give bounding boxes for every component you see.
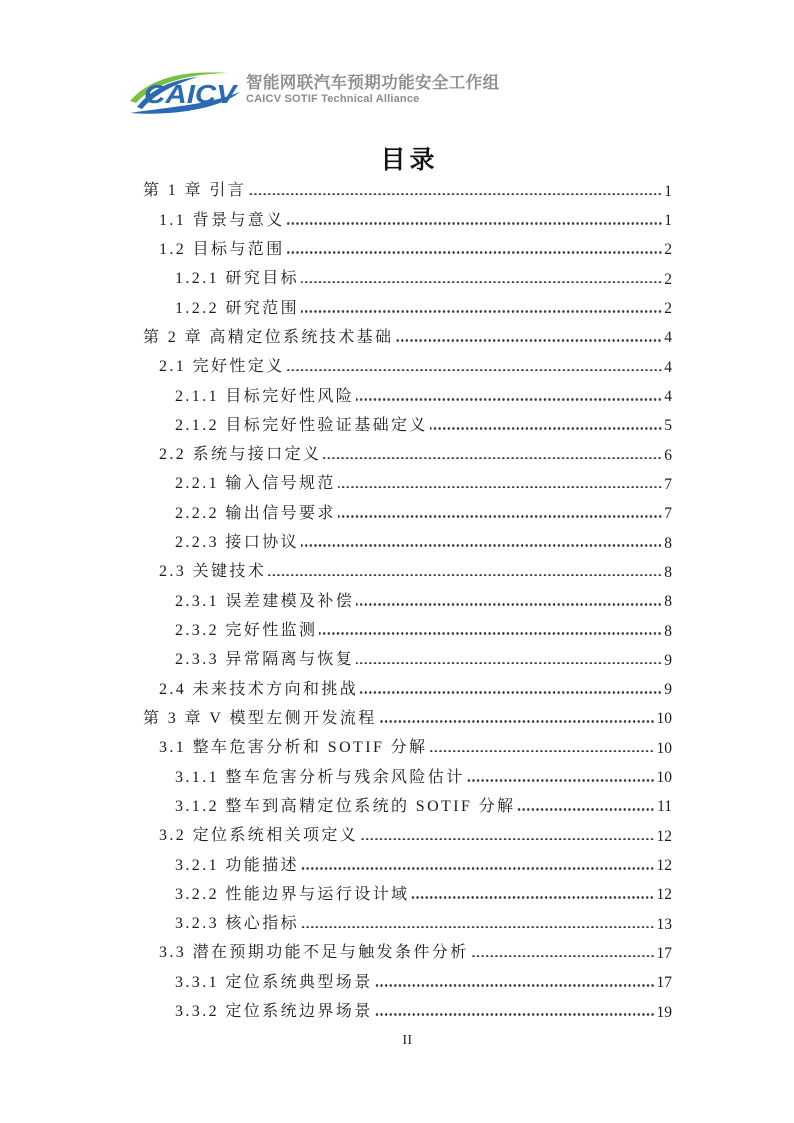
toc-leader-dots <box>301 310 662 313</box>
toc-entry[interactable] <box>175 878 672 907</box>
toc-entry-label: 2.3.1 误差建模及补偿 <box>175 592 355 610</box>
caicv-logo <box>128 66 500 116</box>
toc-entry-page: 12 <box>656 857 672 874</box>
toc-entry-page: 2 <box>664 270 672 288</box>
toc-entry[interactable] <box>159 819 672 848</box>
toc-entry-label: 第 3 章 V 模型左侧开发流程 <box>143 709 377 727</box>
toc-entry-page: 10 <box>656 710 672 728</box>
toc-entry[interactable] <box>143 321 672 350</box>
toc-entry[interactable] <box>159 731 672 760</box>
toc-entry-page: 8 <box>664 593 672 611</box>
toc-leader-dots <box>375 984 655 987</box>
logo-wordmark: CAICV <box>144 79 240 109</box>
toc-entry-page: 4 <box>664 329 672 347</box>
toc-leader-dots <box>360 838 654 841</box>
toc-leader-dots <box>356 398 662 401</box>
toc-entry[interactable] <box>159 936 672 965</box>
toc-leader-dots <box>248 193 662 196</box>
toc-entry-page: 19 <box>656 1003 672 1021</box>
toc-entry[interactable] <box>175 643 672 672</box>
toc-leader-dots <box>268 574 662 577</box>
toc-entry-page: 5 <box>664 417 672 435</box>
toc-entry[interactable] <box>175 965 672 994</box>
toc-leader-dots <box>379 720 655 723</box>
toc-entry[interactable] <box>175 379 672 408</box>
toc-entry-page: 7 <box>664 475 672 493</box>
toc-leader-dots <box>360 691 662 694</box>
toc-entry-page: 10 <box>656 739 672 757</box>
toc-entry-label: 3.1.2 整车到高精定位系统的 SOTIF 分解 <box>175 797 516 815</box>
toc-leader-dots <box>471 955 655 958</box>
toc-entry-label: 3.2.3 核心指标 <box>175 915 300 933</box>
page-number: II <box>402 1032 413 1047</box>
toc-entry-page: 9 <box>664 681 672 699</box>
toc-leader-dots <box>430 427 662 430</box>
toc-entry-page: 17 <box>656 974 672 992</box>
toc-leader-dots <box>323 457 662 460</box>
toc-entry-page: 1 <box>664 182 672 200</box>
toc-entry-label: 第 1 章 引言 <box>143 182 247 200</box>
toc-leader-dots <box>395 339 662 342</box>
toc-entry[interactable] <box>143 702 672 731</box>
toc-entry-page: 12 <box>656 886 672 904</box>
toc-entry-label: 2.2.3 接口协议 <box>175 534 300 552</box>
toc-leader-dots <box>287 222 663 225</box>
toc-entry-label: 3.1 整车危害分析和 SOTIF 分解 <box>159 739 428 757</box>
logo-subtitle-en: CAICV SOTIF Technical Alliance <box>246 93 420 105</box>
toc-entry[interactable] <box>175 526 672 555</box>
toc-entry-page: 12 <box>656 827 672 845</box>
toc-entry-label: 3.3.2 定位系统边界场景 <box>175 1003 373 1021</box>
toc-leader-dots <box>301 926 654 929</box>
toc-entry[interactable] <box>175 848 672 877</box>
toc-entry-label: 3.2.1 功能描述 <box>175 856 300 874</box>
toc-entry-label: 3.2 定位系统相关项定义 <box>159 827 359 845</box>
toc-entry-label: 2.1.1 目标完好性风险 <box>175 387 355 405</box>
caicv-logo-mark-icon <box>128 68 242 116</box>
toc-entry[interactable] <box>159 438 672 467</box>
toc-leader-dots <box>338 486 662 489</box>
toc-entry[interactable] <box>175 262 672 291</box>
toc-leader-dots <box>517 808 655 811</box>
toc-entry-page: 13 <box>656 915 672 933</box>
toc-leader-dots <box>301 281 662 284</box>
toc-entry-page: 10 <box>656 769 672 787</box>
toc-entry-page: 17 <box>656 944 672 962</box>
toc-entry[interactable] <box>175 995 672 1024</box>
toc-entry[interactable] <box>175 614 672 643</box>
toc-leader-dots <box>287 251 663 254</box>
toc-entry-label: 2.4 未来技术方向和挑战 <box>159 680 359 698</box>
toc-leader-dots <box>338 515 662 518</box>
toc-entry-page: 4 <box>664 358 672 376</box>
toc-entry-label: 第 2 章 高精定位系统技术基础 <box>143 328 394 346</box>
toc-entry-page: 11 <box>657 798 672 816</box>
toc-entry[interactable] <box>159 350 672 379</box>
toc-entry[interactable] <box>175 584 672 613</box>
toc-entry-label: 2.3.3 异常隔离与恢复 <box>175 651 355 669</box>
toc-entry-label: 2.2.2 输出信号要求 <box>175 504 336 522</box>
toc-entry-page: 8 <box>664 563 672 581</box>
toc-entry-page: 1 <box>664 212 672 230</box>
toc-entry[interactable] <box>175 467 672 496</box>
toc-leader-dots <box>356 662 662 665</box>
toc-entry[interactable] <box>175 760 672 789</box>
toc-entry[interactable] <box>143 174 672 203</box>
toc-leader-dots <box>429 750 654 753</box>
toc-entry-page: 8 <box>664 534 672 552</box>
toc-leader-dots <box>287 369 663 372</box>
toc-leader-dots <box>356 603 662 606</box>
toc-entry-label: 2.1.2 目标完好性验证基础定义 <box>175 416 428 434</box>
toc-entry-page: 6 <box>664 446 672 464</box>
toc-entry-page: 2 <box>664 241 672 259</box>
toc-entry-label: 1.1 背景与意义 <box>159 211 285 229</box>
toc-leader-dots <box>319 632 662 635</box>
toc-leader-dots <box>411 896 654 899</box>
toc-entry-page: 2 <box>664 300 672 318</box>
logo-title-cn: 智能网联汽车预期功能安全工作组 <box>246 74 500 92</box>
toc-entry[interactable] <box>175 907 672 936</box>
toc-entry-label: 3.3 潜在预期功能不足与触发条件分析 <box>159 944 469 962</box>
toc-entry-label: 1.2.2 研究范围 <box>175 299 300 317</box>
toc-entry[interactable] <box>159 203 672 232</box>
toc-leader-dots <box>301 867 654 870</box>
toc-entry[interactable] <box>175 496 672 525</box>
toc-entry-label: 1.2 目标与范围 <box>159 240 285 258</box>
toc-leader-dots <box>301 544 662 547</box>
toc-entry-page: 7 <box>664 505 672 523</box>
toc-entry[interactable] <box>159 555 672 584</box>
toc-entry-label: 2.1 完好性定义 <box>159 358 285 376</box>
toc-entry-label: 3.1.1 整车危害分析与残余风险估计 <box>175 768 465 786</box>
toc-entry-label: 2.3.2 完好性监测 <box>175 622 318 639</box>
toc-entry[interactable] <box>175 790 672 819</box>
toc-entry-label: 2.3 关键技术 <box>159 563 267 581</box>
toc-entry-page: 9 <box>664 651 672 669</box>
toc-entry-label: 3.3.1 定位系统典型场景 <box>175 973 373 991</box>
toc-entry[interactable] <box>159 233 672 262</box>
toc-entry-label: 3.2.2 性能边界与运行设计域 <box>175 885 410 903</box>
toc-leader-dots <box>467 779 655 782</box>
toc-list <box>143 174 672 1024</box>
toc-entry-page: 4 <box>664 388 672 405</box>
toc-entry[interactable] <box>175 409 672 438</box>
logo-text-block <box>246 74 500 106</box>
toc-entry-label: 2.2.1 输入信号规范 <box>175 475 336 493</box>
toc-entry[interactable] <box>159 672 672 701</box>
toc-leader-dots <box>375 1013 655 1016</box>
toc-title: 目录 <box>380 147 439 174</box>
toc-entry[interactable] <box>175 291 672 320</box>
toc-entry-label: 2.2 系统与接口定义 <box>159 446 322 464</box>
toc-entry-page: 8 <box>664 622 672 640</box>
toc-entry-label: 1.2.1 研究目标 <box>175 270 300 288</box>
